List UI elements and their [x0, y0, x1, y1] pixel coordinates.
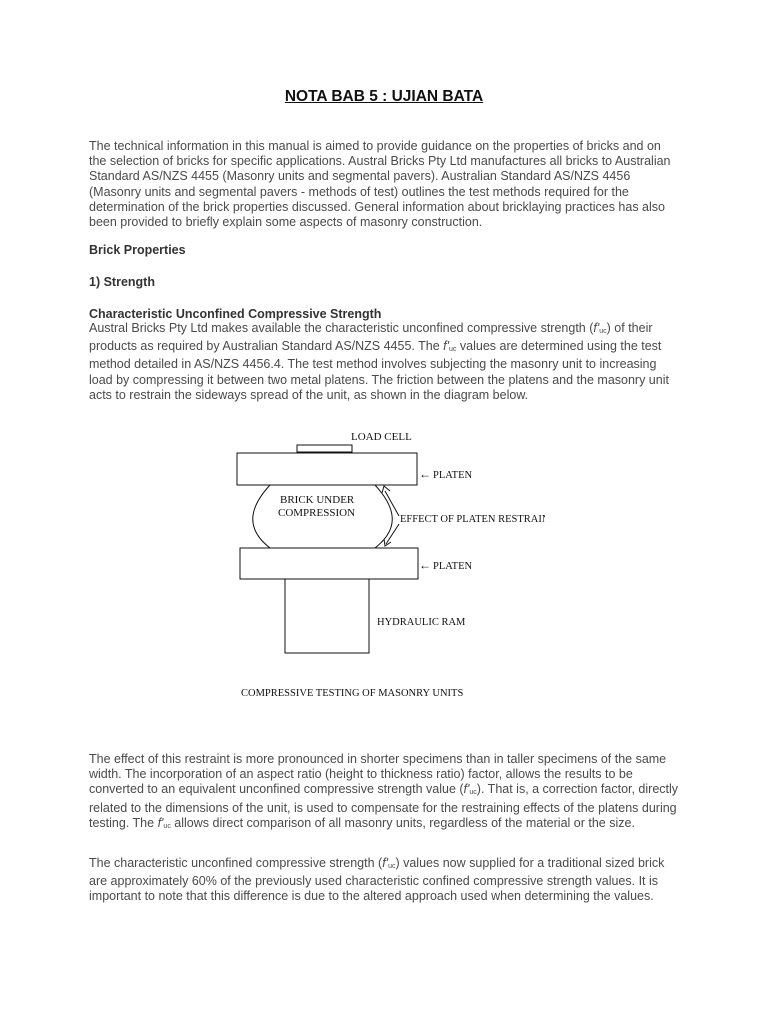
text-run: allows direct comparison of all masonry units, regardless of the material or the size. [170, 815, 635, 830]
hydraulic-ram-label: HYDRAULIC RAM [377, 617, 466, 628]
symbol-subscript: uc [599, 328, 607, 335]
top-platen-shape [237, 453, 417, 485]
symbol-subscript: uc [163, 822, 171, 830]
symbol-fuc: f' [382, 856, 389, 870]
hydraulic-ram-shape [285, 579, 369, 653]
load-cell-shape [297, 445, 352, 452]
text-run: Austral Bricks Pty Ltd makes available the characteristic unconfined compressive strength ( [89, 321, 594, 335]
top-platen-label: PLATEN [433, 470, 473, 481]
symbol-subscript: uc [469, 789, 477, 797]
strength-paragraph [89, 321, 679, 403]
load-cell-label: LOAD CELL [351, 431, 412, 443]
bottom-platen-shape [240, 548, 418, 579]
text-run: ). That is, a correction factor, directly related to the dimensions of the unit, is used to compensate for the restraining effects of the platens during testing. The [89, 782, 679, 830]
subsubsection-heading: Characteristic Unconfined Compressive Strength [89, 307, 382, 321]
bottom-platen-label: PLATEN [433, 561, 473, 572]
top-platen-arrow: ← [419, 467, 431, 481]
conclusion-paragraph [89, 856, 679, 905]
restraint-arrow [385, 491, 399, 516]
compression-test-diagram [225, 425, 545, 705]
page-title: NOTA BAB 5 : UJIAN BATA [284, 88, 484, 105]
text-run: The characteristic unconfined compressive strength ( [89, 856, 383, 870]
bottom-platen-arrow: ← [419, 558, 431, 572]
symbol-subscript: uc [388, 863, 396, 870]
text-run: The effect of this restraint is more pronounced in shorter specimens than in taller specimens of the same width. The incorporation of an aspect ratio (height to thickness ratio) factor, allows the results to be converted to an equivalent unconfined compressive strength value ( [89, 752, 667, 797]
text-run: values are determined using the test method detailed in AS/NZS 4456.4. The test method involves subjecting the masonry unit to increasing load by compressing it between two metal platens. The friction between the platens and the masonry unit acts to restrain the sideways spread of the unit, as shown in the diagram below. [89, 339, 669, 402]
brick-label-line1: BRICK UNDER [280, 494, 355, 506]
text-run: ) of their products as required by Australian Standard AS/NZS 4455. The [89, 321, 653, 354]
subsection-heading: 1) Strength [89, 275, 155, 289]
restraint-paragraph [89, 752, 679, 834]
symbol-fuc: f' [443, 339, 450, 354]
text-run: ) values now supplied for a traditional sized brick are approximately 60% of the previously used characteristic confined compressive strength values. It is important to note that this difference is due to the altered approach used when determining the values. [89, 856, 665, 904]
symbol-fuc: f' [463, 782, 470, 797]
symbol-fuc: f' [157, 815, 164, 830]
diagram-caption: COMPRESSIVE TESTING OF MASONRY UNITS [241, 688, 464, 699]
restraint-label: EFFECT OF PLATEN RESTRAINT [400, 514, 545, 525]
symbol-subscript: uc [449, 346, 457, 354]
intro-paragraph: The technical information in this manual is aimed to provide guidance on the properties of bricks and on the selection of bricks for specific applications. Austral Bricks Pty Ltd manufactures all bricks to Australian Standard AS/NZS 4455 (Masonry units and segmental pavers). Australian Standard AS/NZS 4456 (Masonry units and segmental pavers - methods of test) outlines the test methods required for the determination of the brick properties discussed. General information about bricklaying practices has also been provided to briefly explain some aspects of masonry construction. [89, 139, 671, 230]
brick-label-line2: COMPRESSION [278, 507, 356, 519]
section-heading: Brick Properties [89, 243, 186, 257]
symbol-fuc: f' [593, 321, 600, 335]
brick-bulge-shape [253, 485, 270, 548]
